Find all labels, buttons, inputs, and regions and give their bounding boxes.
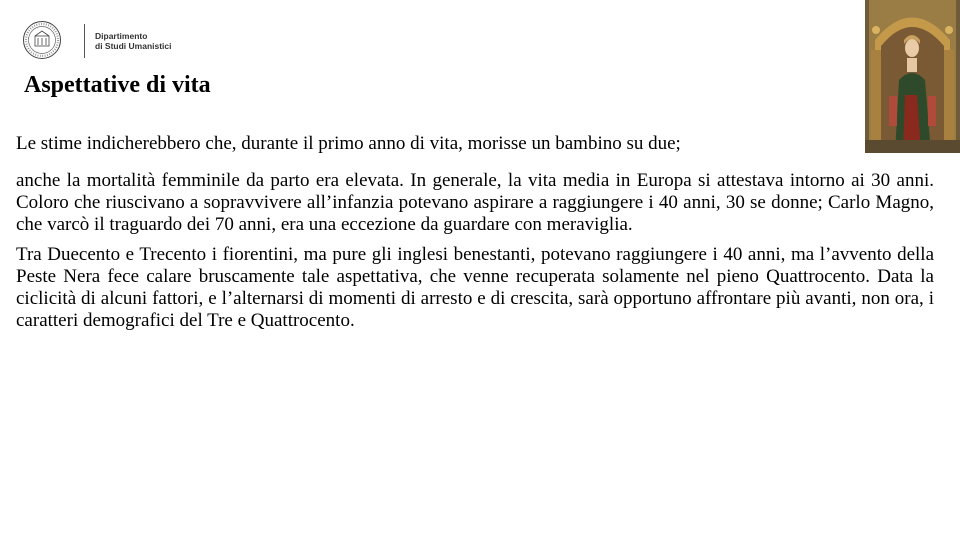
- body-paragraph-1: Le stime indicherebbero che, durante il primo anno di vita, morisse un bambino su due;: [16, 133, 681, 154]
- renaissance-painting-image: [865, 0, 960, 153]
- body-paragraph-3: Tra Duecento e Trecento i fiorentini, ma pure gli inglesi benestanti, potevano raggiungere i 40 anni, ma l’avvento della Peste Nera fece calare bruscamente tale aspettativa, che venne recuperata solamente nel pieno Quattrocento. Data la ciclicità di alcuni fattori, e l’alternarsi di momenti di arresto e di crescita, sarà opportuno affrontare più avanti, non ora, i caratteri demografici del Tre e Quattrocento.: [16, 244, 934, 331]
- body-paragraph-2: anche la mortalità femminile da parto era elevata. In generale, la vita media in Europa si attestava intorno ai 30 anni. Coloro che riuscivano a sopravvivere all’infanzia potevano aspirare a raggiungere i 40 anni, 30 se donne; Carlo Magno, che varcò il traguardo dei 70 anni, era una eccezione da guardare con meraviglia.: [16, 170, 934, 235]
- slide-body: [16, 133, 934, 332]
- logo-text: [95, 31, 172, 51]
- logo-line-1: Dipartimento: [95, 31, 148, 41]
- logo-divider: [84, 24, 85, 58]
- department-logo: [22, 20, 192, 64]
- logo-line-2: di Studi Umanistici: [95, 41, 172, 51]
- university-seal-icon: [22, 20, 62, 60]
- slide-title: Aspettative di vita: [24, 72, 211, 98]
